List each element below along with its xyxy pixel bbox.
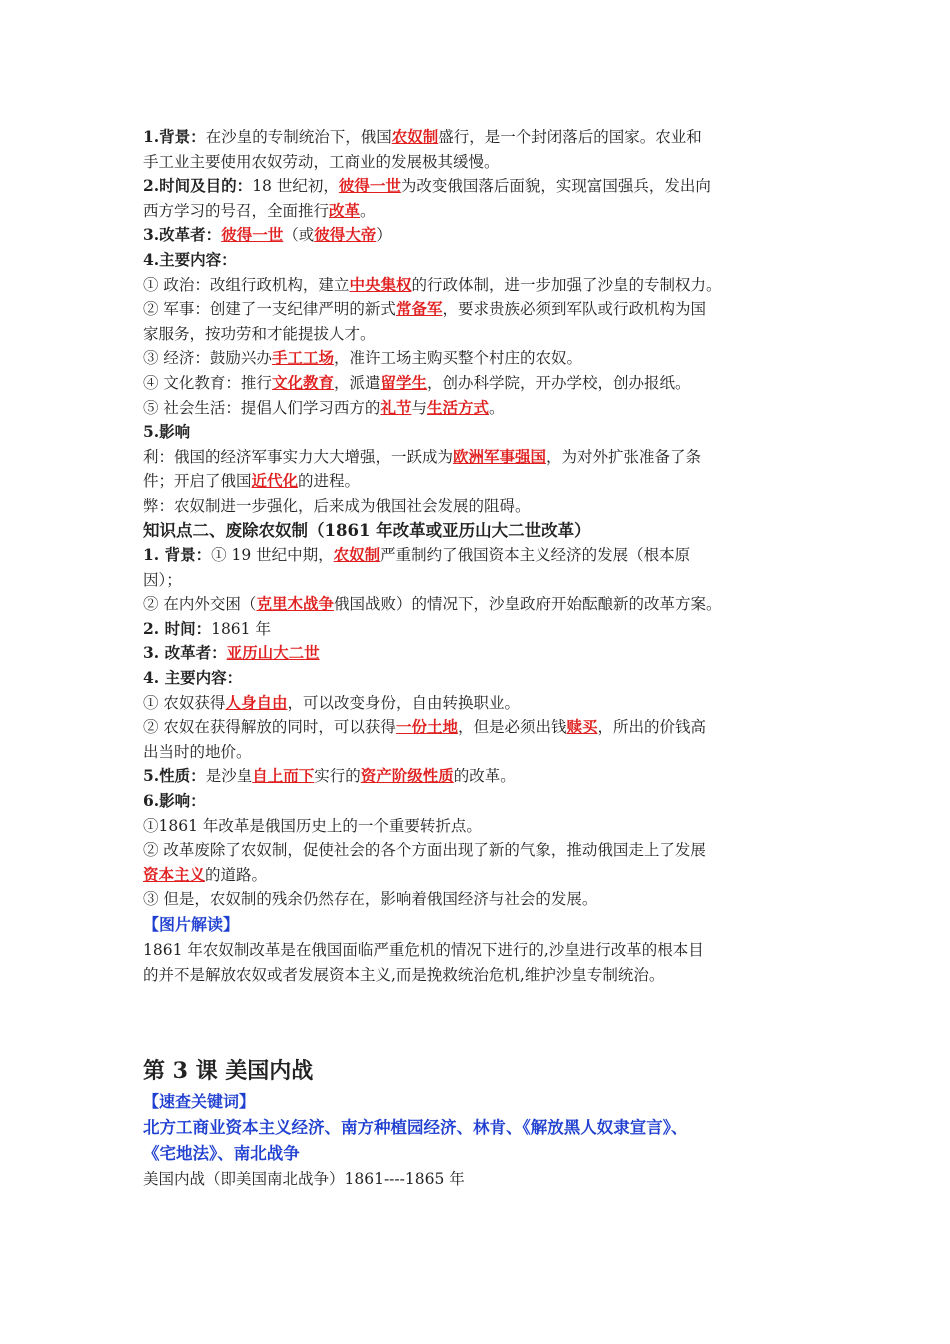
keywords-line: 《宅地法》、南北战争 <box>143 1144 300 1164</box>
quick-keywords-tag: 【速查关键词】 <box>143 1092 256 1112</box>
picture-reading-tag: 【图片解读】 <box>143 915 240 934</box>
background-line: 1.背景：在沙皇的专制统治下，俄国农奴制盛行，是一个封闭落后的国家。农业和 <box>143 127 702 146</box>
keyword: 手工工场 <box>271 348 334 368</box>
content-item: ② 农奴在获得解放的同时，可以获得一份土地，但是必须出钱赎买，所出的价钱高 <box>143 717 706 737</box>
section-label: 4. 主要内容： <box>143 668 243 688</box>
keyword: 彼得大帝 <box>314 225 377 245</box>
text-line: 件；开启了俄国近代化的进程。 <box>143 471 361 491</box>
lesson-title: 第 3 课 美国内战 <box>143 1058 314 1085</box>
keyword: 赎买 <box>566 717 598 737</box>
text-line: 1861 年农奴制改革是在俄国面临严重危机的情况下进行的,沙皇进行改革的根本目 <box>143 941 704 959</box>
text-line: ② 在内外交困（克里木战争俄国战败）的情况下，沙皇政府开始酝酿新的改革方案。 <box>143 594 722 614</box>
section-label: 4.主要内容： <box>143 249 237 269</box>
section-label: 2. 时间： <box>143 618 212 638</box>
section-label: 1. 背景： <box>143 545 212 565</box>
reformer-line <box>143 641 823 666</box>
section-label: 3.改革者： <box>143 225 222 245</box>
reformer-line: 3.改革者：彼得一世（或彼得大帝） <box>143 225 392 245</box>
text-line: 资本主义的道路。 <box>143 864 268 884</box>
time-line: 2. 时间：1861 年 <box>143 618 271 638</box>
keyword: 中央集权 <box>349 274 412 294</box>
section-label: 5.影响 <box>143 422 191 442</box>
keyword: 改革 <box>329 200 361 220</box>
keyword: 彼得一世 <box>338 176 401 196</box>
keywords-line: 北方工商业资本主义经济、南方种植园经济、林肯、《解放黑人奴隶宣言》、 <box>143 1118 688 1138</box>
keyword: 常备军 <box>395 299 443 319</box>
keyword: 自上而下 <box>252 766 315 786</box>
impact-item: ③ 但是，农奴制的残余仍然存在，影响着俄国经济与社会的发展。 <box>143 890 598 909</box>
keyword: 彼得一世 <box>221 225 284 245</box>
keyword: 农奴制 <box>333 545 381 565</box>
impact-item: ② 改革废除了农奴制，促使社会的各个方面出现了新的气象，推动俄国走上了发展 <box>143 841 706 860</box>
impact-item: ①1861 年改革是俄国历史上的一个重要转折点。 <box>143 816 482 835</box>
keyword: 礼节 <box>380 397 412 417</box>
content-item-culture: ④ 文化教育：推行文化教育，派遣留学生，创办科学院，开办学校，创办报纸。 <box>143 372 691 392</box>
text-line: 手工业主要使用农奴劳动，工商业的发展极其缓慢。 <box>143 152 500 171</box>
impact-pro: 利：俄国的经济军事实力大大增强，一跃成为欧洲军事强国，为对外扩张准备了条 <box>143 446 702 466</box>
keyword: 文化教育 <box>271 372 334 392</box>
keyword: 亚历山大二世 <box>226 643 320 663</box>
content-item-politics: ① 政治：改组行政机构，建立中央集权的行政体制，进一步加强了沙皇的专制权力。 <box>143 274 722 294</box>
document-page <box>143 125 823 1192</box>
keyword: 农奴制 <box>391 127 439 146</box>
time-line: 2.时间及目的：18 世纪初，彼得一世为改变俄国落后面貌，实现富国强兵，发出向 <box>143 176 711 196</box>
keyword: 人身自由 <box>225 692 288 712</box>
section-label: 5.性质： <box>143 766 206 786</box>
text-line: 西方学习的号召，全面推行改革。 <box>143 200 376 220</box>
section-label: 3. 改革者： <box>143 643 227 663</box>
keyword: 克里木战争 <box>256 594 334 614</box>
keyword: 生活方式 <box>426 397 489 417</box>
section-label: 1.背景： <box>143 127 206 146</box>
keyword: 近代化 <box>251 471 299 491</box>
keyword: 一份土地 <box>395 717 458 737</box>
nature-line: 5.性质：是沙皇自上而下实行的资产阶级性质的改革。 <box>143 766 516 786</box>
content-item-military: ② 军事：创建了一支纪律严明的新式常备军，要求贵族必须到军队或行政机构为国 <box>143 299 706 319</box>
text-line: 出当时的地价。 <box>143 742 252 761</box>
text-line: 因）； <box>143 570 182 589</box>
impact-con: 弊：农奴制进一步强化，后来成为俄国社会发展的阻碍。 <box>143 496 531 515</box>
content-item-society: ⑤ 社会生活：提倡人们学习西方的礼节与生活方式。 <box>143 397 505 417</box>
knowledge-point-heading: 知识点二、废除农奴制（1861 年改革或亚历山大二世改革） <box>143 520 591 540</box>
text-line: 的并不是解放农奴或者发展资本主义,而是挽救统治危机,维护沙皇专制统治。 <box>143 965 665 984</box>
content-item: ① 农奴获得人身自由，可以改变身份，自由转换职业。 <box>143 692 520 712</box>
keyword: 资产阶级性质 <box>360 766 454 786</box>
keyword: 资本主义 <box>143 864 206 884</box>
content-item-economy: ③ 经济：鼓励兴办手工工场，准许工场主购买整个村庄的农奴。 <box>143 348 582 368</box>
text-line: 家服务，按功劳和才能提拔人才。 <box>143 324 376 343</box>
keyword: 欧洲军事强国 <box>453 446 547 466</box>
text-line: 美国内战（即美国南北战争）1861----1865 年 <box>143 1170 465 1189</box>
keyword: 留学生 <box>380 372 427 392</box>
background-line: 1. 背景：① 19 世纪中期，农奴制严重制约了俄国资本主义经济的发展（根本原 <box>143 545 691 565</box>
section-label: 6.影响： <box>143 791 206 811</box>
section-label: 2.时间及目的： <box>143 176 253 196</box>
